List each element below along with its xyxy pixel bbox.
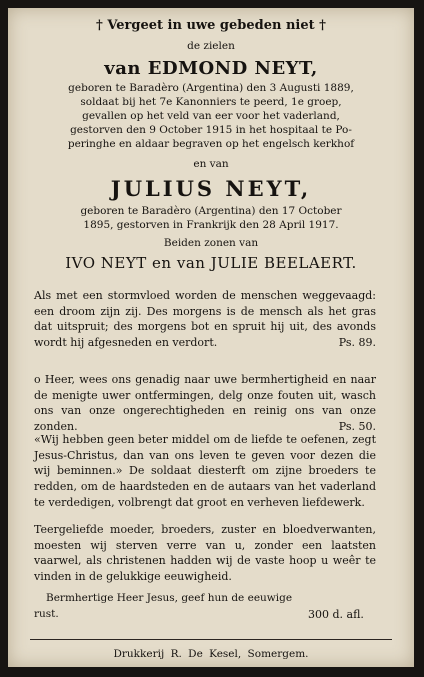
and-of-text: en van	[193, 158, 229, 170]
quote-paragraph: «Wij hebben geen beter middel om de liefde te oefenen, zegt Jesus-Christus, dan van ons leven te geven voor dezen die wij beminnen.» De soldaat diesterft om zijne broeders te redden, om de haardsteden en de autaars van het vaderland te verdedigen, volbrengt dat groot en verheven liefdewerk.	[34, 433, 376, 509]
first-bio-line: gevallen op het veld van eer voor het vaderland,	[82, 110, 340, 122]
scripture-reference: Ps. 89.	[338, 336, 376, 350]
first-bio-line: peringhe en aldaar begraven op het engelsch kerkhof	[67, 138, 355, 150]
scripture-paragraph-2	[34, 372, 376, 435]
closing-prayer-line: Bermhertige Heer Jesus, geef hun de eeuwige	[46, 592, 293, 604]
paragraph-text: o Heer, wees ons genadig naar uwe bermhertigheid en naar de menigte uwer ontfermingen, delg onze fouten uit, wasch ons van onze ongerechtigheden en reinig ons van onze zonden.	[34, 373, 376, 434]
second-deceased-name: JULIUS NEYT,	[110, 176, 312, 201]
farewell-paragraph: Teergeliefde moeder, broeders, zuster en bloedverwanten, moesten wij sterven verre van u, zonder een laatsten vaarwel, als christenen hadden wij de vaste hoop u weêr te vinden in de gelukkige eeuwigheid.	[34, 523, 376, 584]
second-bio-line: 1895, gestorven in Frankrijk den 28 April 1917.	[83, 219, 339, 231]
scripture-reference: Ps. 50.	[338, 420, 376, 434]
first-deceased-name: van EDMOND NEYT,	[104, 58, 318, 79]
header-line: † Vergeet in uwe gebeden niet †	[96, 18, 326, 33]
footer-divider	[30, 639, 392, 640]
printer-credit: Drukkerij R. De Kesel, Somergem.	[113, 648, 309, 660]
sons-of-text: Beiden zonen van	[163, 237, 259, 249]
indulgence-text: 300 d. afl.	[308, 608, 364, 621]
parents-names: IVO NEYT en van JULIE BEELAERT.	[65, 254, 357, 272]
memorial-card	[8, 8, 414, 667]
second-bio-line: geboren te Baradèro (Argentina) den 17 October	[80, 205, 342, 217]
scripture-paragraph-1	[34, 288, 376, 351]
closing-prayer-line: rust.	[34, 608, 59, 620]
first-bio-line: soldaat bij het 7e Kanonniers te peerd, 1e groep,	[80, 96, 342, 108]
first-bio-line: geboren te Baradèro (Argentina) den 3 Augusti 1889,	[68, 82, 354, 94]
first-bio-line: gestorven den 9 October 1915 in het hospitaal te Po-	[70, 124, 352, 136]
intro-text: de zielen	[187, 40, 235, 52]
paragraph-text: Als met een stormvloed worden de menschen weggevaagd: een droom zijn zij. Des morgens is de mensch als het gras dat uitspruit; des morgens bot en spruit hij uit, des avonds wordt hij afgesneden en verdort.	[34, 289, 376, 350]
